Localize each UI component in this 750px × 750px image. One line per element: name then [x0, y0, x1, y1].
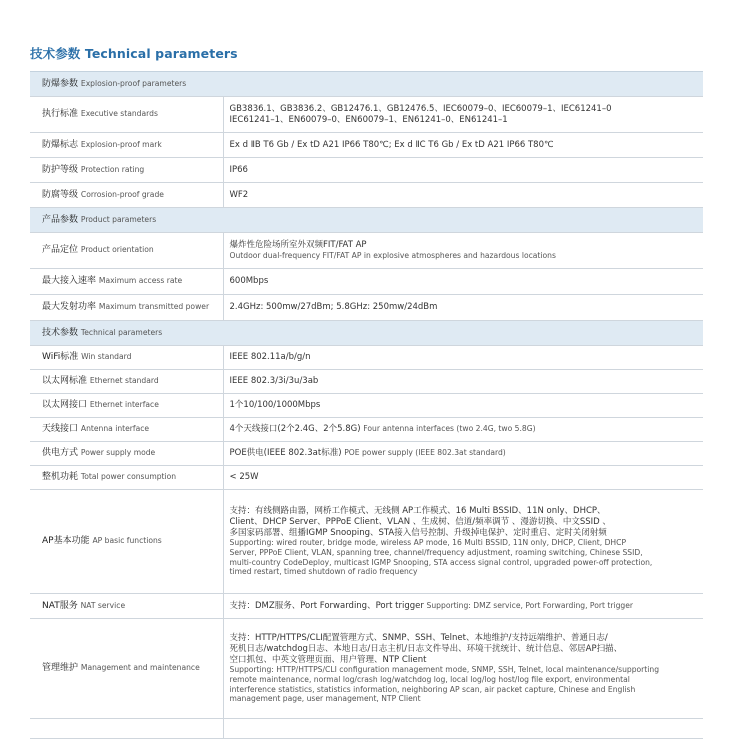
row-value-line-en: management page, user management, NTP Client [229, 694, 421, 704]
row-label-en: NAT service [80, 600, 126, 610]
row-value-en: Four antenna interfaces (two 2.4G, two 5.8G) [363, 424, 536, 434]
row-value-line-en: multi-country CodeDeploy, multicast IGMP Snooping, STA access signal control, upgraded power-off protection, [229, 557, 653, 567]
row-value-en: Outdoor dual-frequency FIT/FAT AP in explosive atmospheres and hazardous locations [229, 251, 556, 261]
row-label-zh: 供电方式 [42, 448, 79, 459]
row-label-en: Maximum access rate [98, 276, 183, 286]
row-label-zh: 执行标准 [42, 109, 79, 120]
table-row [30, 346, 703, 370]
table-row [30, 233, 703, 269]
row-label-en: Antenna interface [80, 424, 150, 434]
row-value-line: IEC61241–1、EN60079–0、EN60079–1、EN61241–0、EN61241–1 [229, 114, 508, 125]
row-label-en: Protection rating [80, 164, 145, 174]
table-row [30, 619, 703, 719]
row-value-zh: POE供电(IEEE 802.3at标准) [229, 448, 342, 459]
section-header-technical [30, 321, 703, 346]
section-header-explosion [30, 72, 703, 97]
section-title-zh: 防爆参数 [42, 78, 79, 89]
row-label-zh: 防腐等级 [42, 189, 79, 200]
row-value-line-zh: 死机日志/watchdog日志、本地日志/日志主机/日志文件导出、环境干扰统计、统计信息、邻居AP扫描、 [229, 643, 623, 654]
row-label-en: Product orientation [80, 245, 154, 255]
table-row [30, 466, 703, 490]
table-row [30, 183, 703, 208]
row-value-line-en: timed restart, timed shutdown of radio frequency [229, 567, 418, 577]
table-row [30, 490, 703, 594]
row-value-zh: 4个天线接口(2个2.4G、2个5.8G) [229, 424, 361, 435]
table-row [30, 295, 703, 321]
table-row [30, 158, 703, 183]
row-label-en: Corrosion-proof grade [80, 189, 164, 199]
row-value: 1个10/100/1000Mbps [223, 394, 703, 418]
table-row [30, 133, 703, 158]
row-label-zh: 整机功耗 [42, 472, 79, 483]
section-header-product [30, 208, 703, 233]
row-value-line-zh: 多国家码部署、组播IGMP Snooping、STA接入信号控制、升级掉电保护、定时重启、定时关闭射频 [229, 527, 607, 538]
table-row [30, 97, 703, 133]
table-row [30, 370, 703, 394]
row-label-en: Management and maintenance [80, 663, 200, 673]
section-title-en: Technical parameters [80, 327, 163, 337]
row-label-en: Maximum transmitted power [98, 302, 210, 312]
row-label-en: Executive standards [80, 109, 158, 119]
table-row [30, 418, 703, 442]
row-value: IP66 [223, 158, 703, 183]
table-row [30, 394, 703, 418]
row-label-zh: 产品定位 [42, 245, 79, 256]
row-value-line-en: Supporting: HTTP/HTTPS/CLI configuration management mode, SNMP, SSH, Telnet, local maintenance/supporting [229, 665, 660, 675]
table-row [30, 269, 703, 295]
spec-table [30, 71, 703, 739]
row-label-zh: 以太网接口 [42, 400, 88, 411]
row-value-line-zh: 支持：有线侧路由器，网桥工作模式、无线侧 AP工作模式、16 Multi BSSID、11N only、DHCP、 [229, 506, 606, 517]
row-value: Ex d ⅡB T6 Gb / Ex tD A21 IP66 T80℃; Ex d ⅡC T6 Gb / Ex tD A21 IP66 T80℃ [223, 133, 703, 158]
row-value-line-zh: 支持：HTTP/HTTPS/CLI配置管理方式、SNMP、SSH、Telnet、本地维护/支持远端维护、普通日志/ [229, 633, 608, 644]
table-row-cutoff [30, 719, 703, 739]
row-label-en: Power supply mode [80, 448, 156, 458]
section-title-en: Product parameters [80, 214, 157, 224]
row-value-line-en: interference statistics, statistics information, neighboring AP scan, air packet capture, Chinese and English [229, 684, 636, 694]
row-label-zh: AP基本功能 [42, 536, 90, 547]
row-value-zh: 爆炸性危险场所室外双频FIT/FAT AP [229, 240, 367, 251]
row-value-line-en: Supporting: wired router, bridge mode, wireless AP mode, 16 Multi BSSID, 11N only, DHCP, Client, DHCP [229, 538, 627, 548]
row-value: 600Mbps [223, 269, 703, 295]
row-label-zh: WiFi标准 [42, 352, 79, 363]
row-label-zh: 天线接口 [42, 424, 79, 435]
row-value-line-en: Server, PPPoE Client, VLAN, spanning tree, channel/frequency adjustment, roaming switching, Chinese SSID, [229, 547, 643, 557]
table-row [30, 442, 703, 466]
row-label-zh: 管理维护 [42, 663, 79, 674]
row-label-zh: 最大接入速率 [42, 276, 97, 287]
row-value-zh: 支持：DMZ服务、Port Forwarding、Port trigger [229, 600, 424, 611]
row-label-zh: 以太网标准 [42, 376, 88, 387]
row-value: 2.4GHz: 500mw/27dBm; 5.8GHz: 250mw/24dBm [223, 295, 703, 321]
section-title-zh: 产品参数 [42, 214, 79, 225]
table-row [30, 594, 703, 619]
row-value: IEEE 802.11a/b/g/n [223, 346, 703, 370]
row-label-en: Total power consumption [80, 472, 177, 482]
row-value: WF2 [223, 183, 703, 208]
row-value-en: Supporting: DMZ service, Port Forwarding, Port trigger [426, 600, 634, 610]
row-label-zh: 最大发射功率 [42, 302, 97, 313]
row-label-zh: 防护等级 [42, 164, 79, 175]
section-title-en: Explosion-proof parameters [80, 78, 187, 88]
row-label-en: AP basic functions [92, 536, 162, 546]
section-title-zh: 技术参数 [42, 327, 79, 338]
page-title: 技术参数 Technical parameters [30, 46, 238, 61]
row-value: < 25W [223, 466, 703, 490]
row-label-en: Explosion-proof mark [80, 139, 162, 149]
row-value-line-en: remote maintenance, normal log/crash log/watchdog log, local log/log host/log file export, environmental [229, 674, 630, 684]
row-label-en: Ethernet interface [89, 400, 159, 410]
row-value: IEEE 802.3/3i/3u/3ab [223, 370, 703, 394]
row-label-zh: 防爆标志 [42, 139, 79, 150]
row-label-en: Win standard [81, 352, 132, 362]
row-value-line-zh: Client、DHCP Server、PPPoE Client、VLAN 、生成树、信道/频率调节 、漫游切换、中文SSID 、 [229, 516, 611, 527]
row-label-zh: NAT服务 [42, 600, 78, 611]
row-value-en: POE power supply (IEEE 802.3at standard) [344, 448, 506, 458]
row-value-line: GB3836.1、GB3836.2、GB12476.1、GB12476.5、IEC60079–0、IEC60079–1、IEC61241–0 [229, 103, 612, 114]
row-value-line-zh: 空口抓包、中英文管理页面、用户管理、NTP Client [229, 654, 427, 665]
row-label-en: Ethernet standard [89, 376, 159, 386]
